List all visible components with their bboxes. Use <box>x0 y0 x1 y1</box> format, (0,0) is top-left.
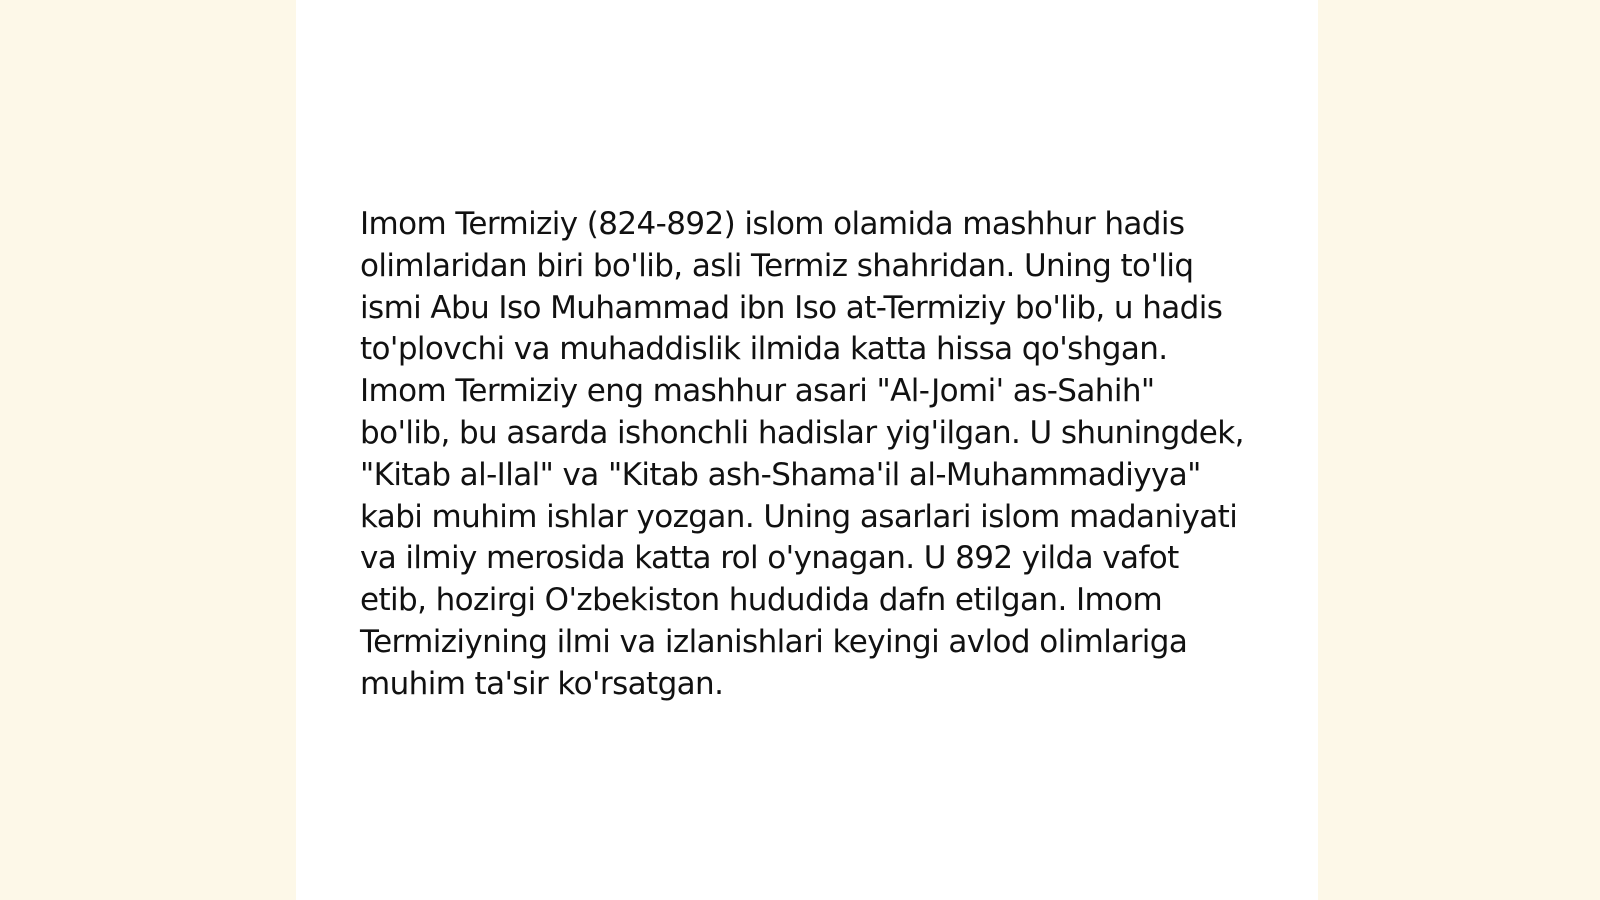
body-paragraph: Imom Termiziy (824-892) islom olamida mashhur hadis olimlaridan biri bo'lib, asli Termiz shahridan. Uning to'liq ismi Abu Iso Muhammad ibn Iso at-Termiziy bo'lib, u hadis to'plovchi va muhaddislik ilmida katta hissa qo'shgan. Imom Termiziy eng mashhur asari "Al-Jomi' as-Sahih" bo'lib, bu asarda ishonchli hadislar yig'ilgan. U shuningdek, "Kitab al-Ilal" va "Kitab ash-Shama'il al-Muhammadiyya" kabi muhim ishlar yozgan. Uning asarlari islom madaniyati va ilmiy merosida katta rol o'ynagan. U 892 yilda vafot etib, hozirgi O'zbekiston hududida dafn etilgan. Imom Termiziyning ilmi va izlanishlari keyingi avlod olimlariga muhim ta'sir ko'rsatgan. <box>360 206 1244 702</box>
document-page <box>296 0 1318 900</box>
